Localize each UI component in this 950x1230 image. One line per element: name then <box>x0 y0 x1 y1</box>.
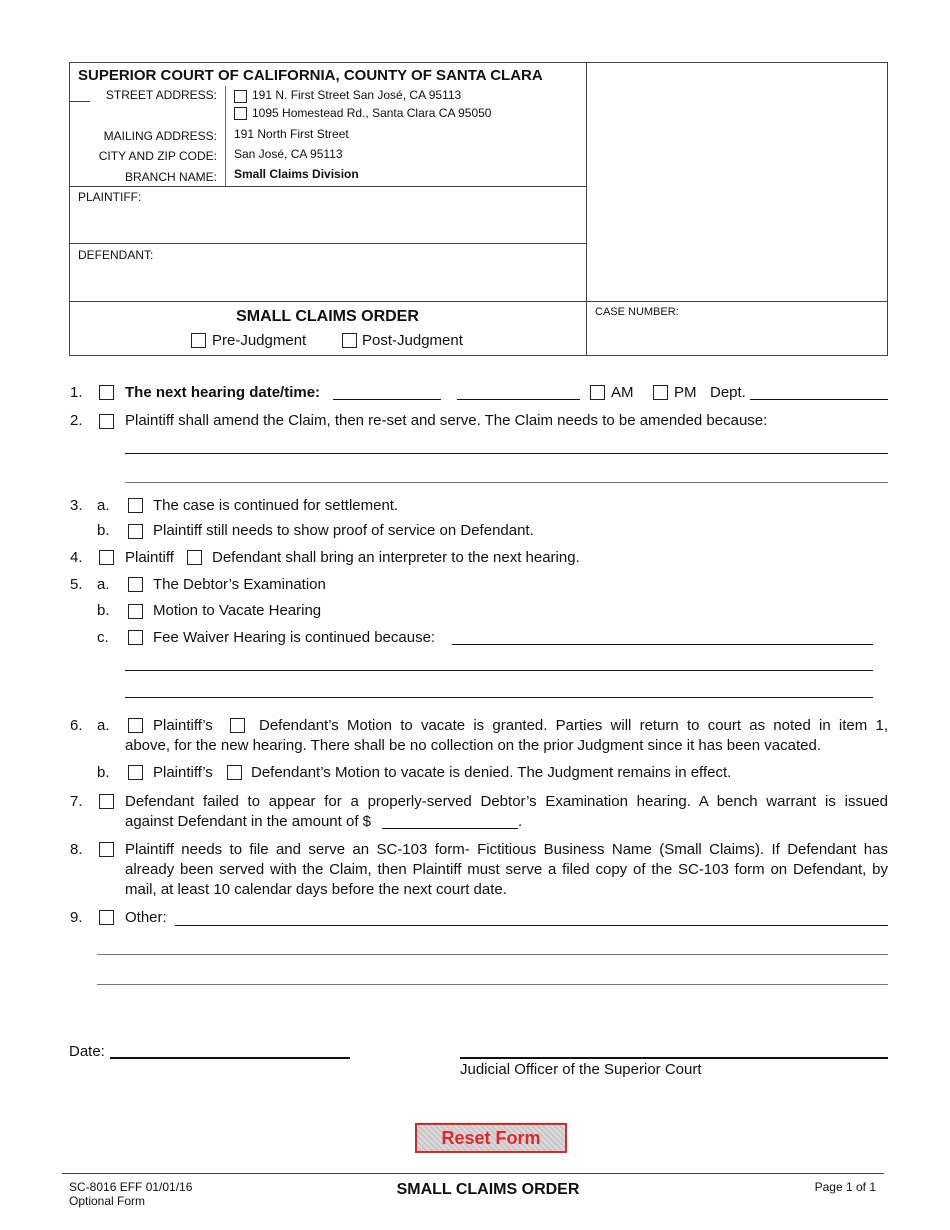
reset-form-button[interactable]: Reset Form <box>415 1123 567 1153</box>
branch-name-value: Small Claims Division <box>234 167 359 181</box>
other-line-1[interactable] <box>175 925 888 926</box>
defendant-label: DEFENDANT: <box>78 248 154 262</box>
item-4-plaintiff: Plaintiff <box>125 549 174 566</box>
pm-checkbox[interactable] <box>653 385 668 400</box>
branch-name-label: BRANCH NAME: <box>124 170 217 184</box>
hearing-time-field[interactable] <box>457 399 580 400</box>
judicial-officer-label: Judicial Officer of the Superior Court <box>460 1061 702 1078</box>
other-line-3[interactable] <box>97 984 888 985</box>
street-option-2: 1095 Homestead Rd., Santa Clara CA 95050 <box>252 106 492 120</box>
date-label: Date: <box>69 1043 105 1060</box>
item-6a-letter: a. <box>97 717 110 734</box>
item-6b-plaintiffs: Plaintiff’s <box>153 764 213 781</box>
item-5a-letter: a. <box>97 576 110 593</box>
mailing-address-value: 191 North First Street <box>234 127 349 141</box>
item-5-number: 5. <box>70 576 83 593</box>
item-6a-paragraph <box>259 716 888 736</box>
item-5b-checkbox[interactable] <box>128 604 143 619</box>
item-5a-text: The Debtor’s Examination <box>153 576 326 593</box>
date-field[interactable] <box>110 1057 350 1059</box>
caption-vertical-divider <box>586 62 587 356</box>
item-7-paragraph <box>125 792 888 812</box>
item-1-checkbox[interactable] <box>99 385 114 400</box>
item-3a-letter: a. <box>97 497 110 514</box>
street-option-1: 191 N. First Street San José, CA 95113 <box>252 88 462 102</box>
optional-form: Optional Form <box>69 1194 146 1208</box>
footer-rule <box>62 1173 884 1174</box>
address-divider <box>69 186 587 187</box>
item-8-paragraph <box>125 840 888 900</box>
fee-waiver-reason-line-1[interactable] <box>452 644 873 645</box>
item-3a-text: The case is continued for settlement. <box>153 497 399 514</box>
item-8-line-1: Plaintiff needs to file and serve an SC-103 form- Fictitious Business Name (Small Claims). If Defendant has <box>125 841 888 858</box>
item-5c-letter: c. <box>97 629 109 646</box>
fee-waiver-reason-line-3[interactable] <box>125 697 873 698</box>
dept-label: Dept. <box>710 384 746 401</box>
item-3b-text: Plaintiff still needs to show proof of service on Defendant. <box>153 522 534 539</box>
post-judgment-label: Post-Judgment <box>362 332 463 349</box>
fee-waiver-reason-line-2[interactable] <box>125 670 873 671</box>
item-7-line-2: against Defendant in the amount of $ <box>125 813 372 830</box>
post-judgment-checkbox[interactable] <box>342 333 357 348</box>
item-6a-paragraph-cont <box>125 736 888 756</box>
item-3a-checkbox[interactable] <box>128 498 143 513</box>
item-8-line-2: already been served with the Claim, then Plaintiff must serve a filed copy of the SC-103 form on Defendant, by <box>125 861 888 878</box>
item-2-checkbox[interactable] <box>99 414 114 429</box>
form-title: SMALL CLAIMS ORDER <box>236 308 419 325</box>
am-checkbox[interactable] <box>590 385 605 400</box>
item-4-number: 4. <box>70 549 83 566</box>
other-line-2[interactable] <box>97 954 888 955</box>
footer-title: SMALL CLAIMS ORDER <box>396 1181 580 1198</box>
street-option-1-checkbox[interactable] <box>234 90 247 103</box>
city-zip-label: CITY AND ZIP CODE: <box>98 149 217 163</box>
item-2-text: Plaintiff shall amend the Claim, then re-set and serve. The Claim needs to be amended because: <box>125 412 768 429</box>
item-7-line-1: Defendant failed to appear for a properly-served Debtor’s Examination hearing. A bench warrant is issued <box>125 793 888 810</box>
item-5b-text: Motion to Vacate Hearing <box>153 602 322 619</box>
bench-warrant-amount-field[interactable] <box>382 828 518 829</box>
amend-reason-line-1[interactable] <box>125 453 888 454</box>
pre-judgment-checkbox[interactable] <box>191 333 206 348</box>
item-6b-plaintiff-checkbox[interactable] <box>128 765 143 780</box>
pm-label: PM <box>674 384 697 401</box>
item-9-checkbox[interactable] <box>99 910 114 925</box>
item-8-checkbox[interactable] <box>99 842 114 857</box>
form-code: SC-8016 EFF 01/01/16 <box>69 1180 193 1194</box>
item-7-number: 7. <box>70 793 83 810</box>
court-name: SUPERIOR COURT OF CALIFORNIA, COUNTY OF SANTA CLARA <box>78 67 543 84</box>
item-3-number: 3. <box>70 497 83 514</box>
item-5c-text: Fee Waiver Hearing is continued because: <box>153 629 436 646</box>
item-6a-line-2: above, for the new hearing. There shall be no collection on the prior Judgment since it has been vacated. <box>125 737 821 754</box>
am-label: AM <box>611 384 634 401</box>
title-divider <box>69 301 888 302</box>
hearing-date-field[interactable] <box>333 399 441 400</box>
label-column-divider <box>225 86 226 186</box>
item-5c-checkbox[interactable] <box>128 630 143 645</box>
item-6b-letter: b. <box>97 764 110 781</box>
item-3b-letter: b. <box>97 522 110 539</box>
dept-field[interactable] <box>750 399 888 400</box>
item-6a-defendant-checkbox[interactable] <box>230 718 245 733</box>
case-number-label: CASE NUMBER: <box>595 306 679 318</box>
item-5a-checkbox[interactable] <box>128 577 143 592</box>
mailing-address-label: MAILING ADDRESS: <box>103 129 217 143</box>
item-4-text: Defendant shall bring an interpreter to the next hearing. <box>212 549 580 566</box>
item-4-checkbox[interactable] <box>99 550 114 565</box>
item-7-checkbox[interactable] <box>99 794 114 809</box>
pre-judgment-label: Pre-Judgment <box>212 332 307 349</box>
signature-line[interactable] <box>460 1057 888 1059</box>
item-6a-line-1: Defendant’s Motion to vacate is granted. Parties will return to court as noted in item 1, <box>259 717 888 734</box>
item-8-number: 8. <box>70 841 83 858</box>
page-number: Page 1 of 1 <box>814 1180 876 1194</box>
city-zip-value: San José, CA 95113 <box>234 147 343 161</box>
item-1-number: 1. <box>70 384 83 401</box>
item-7-line-2-end: . <box>518 813 523 830</box>
item-6b-defendant-checkbox[interactable] <box>227 765 242 780</box>
item-8-line-3: mail, at least 10 calendar days before the next court date. <box>125 881 507 898</box>
item-6b-text: Defendant’s Motion to vacate is denied. The Judgment remains in effect. <box>251 764 732 781</box>
plaintiff-label: PLAINTIFF: <box>78 190 142 204</box>
item-6a-plaintiff-checkbox[interactable] <box>128 718 143 733</box>
item-3b-checkbox[interactable] <box>128 524 143 539</box>
item-4-defendant-checkbox[interactable] <box>187 550 202 565</box>
item-6a-plaintiffs: Plaintiff’s <box>153 717 213 734</box>
item-1-label: The next hearing date/time: <box>125 384 321 401</box>
street-address-label: STREET ADDRESS: <box>105 88 217 102</box>
item-2-number: 2. <box>70 412 83 429</box>
item-6-number: 6. <box>70 717 83 734</box>
plaintiff-divider <box>69 243 587 244</box>
item-9-label: Other: <box>125 909 167 926</box>
amend-reason-line-2[interactable] <box>125 482 888 483</box>
item-5b-letter: b. <box>97 602 110 619</box>
item-9-number: 9. <box>70 909 83 926</box>
street-option-2-checkbox[interactable] <box>234 107 247 120</box>
